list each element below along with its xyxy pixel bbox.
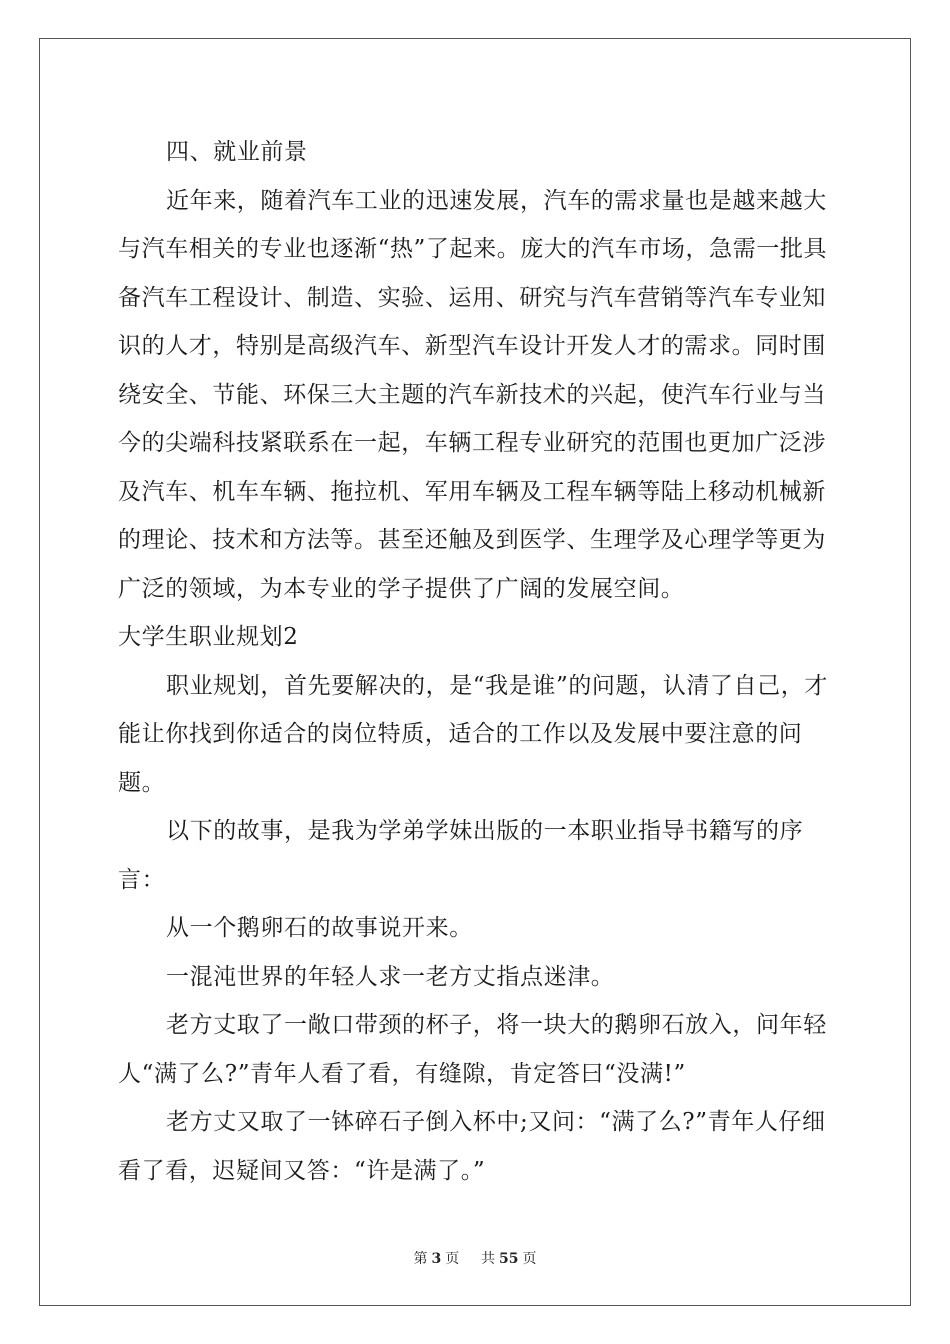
paragraph: 从一个鹅卵石的故事说开来。 — [166, 915, 473, 941]
paragraph: 老方丈取了一敞口带颈的杯子，将一块大的鹅卵石放入，问年轻人“满了么?”青年人看了看，有缝隙，肯定答曰“没满!” — [118, 1012, 827, 1087]
paragraph: 以下的故事，是我为学弟学妹出版的一本职业指导书籍写的序言： — [118, 818, 804, 893]
current-page-number: 3 — [431, 1251, 442, 1267]
document-body — [118, 128, 838, 1195]
paragraph: 近年来，随着汽车工业的迅速发展，汽车的需求量也是越来越大与汽车相关的专业也逐渐“热”了起来。庞大的汽车市场，急需一批具备汽车工程设计、制造、实验、运用、研究与汽车营销等汽车专业知识的人才，特别是高级汽车、新型汽车设计开发人才的需求。同时围绕安全、节能、环保三大主题的汽车新技术的兴起，使汽车行业与当今的尖端科技紧联系在一起，车辆工程专业研究的范围也更加广泛涉及汽车、机车车辆、拖拉机、军用车辆及工程车辆等陆上移动机械新的理论、技术和方法等。甚至还触及到医学、生理学及心理学等更为广泛的领域，为本专业的学子提供了广阔的发展空间。 — [118, 187, 828, 602]
paragraph: 一混沌世界的年轻人求一老方丈指点迷津。 — [166, 963, 615, 990]
section-heading: 四、就业前景 — [166, 139, 308, 165]
footer-total-unit: 页 — [522, 1251, 537, 1267]
footer-page-unit: 页 — [445, 1251, 460, 1267]
paragraph: 职业规划，首先要解决的，是“我是谁”的问题，认清了自己，才能让你找到你适合的岗位特质，适合的工作以及发展中要注意的问题。 — [118, 672, 828, 796]
page-footer — [0, 1248, 950, 1268]
total-pages-number: 55 — [499, 1251, 519, 1267]
footer-prefix: 第 — [413, 1251, 428, 1267]
paragraph: 老方丈又取了一钵碎石子倒入杯中;又问：“满了么?”青年人仔细看了看，迟疑间又答：“许是满了。” — [118, 1109, 826, 1184]
footer-total-prefix: 共 — [481, 1251, 496, 1267]
section-title: 大学生职业规划2 — [118, 624, 299, 650]
